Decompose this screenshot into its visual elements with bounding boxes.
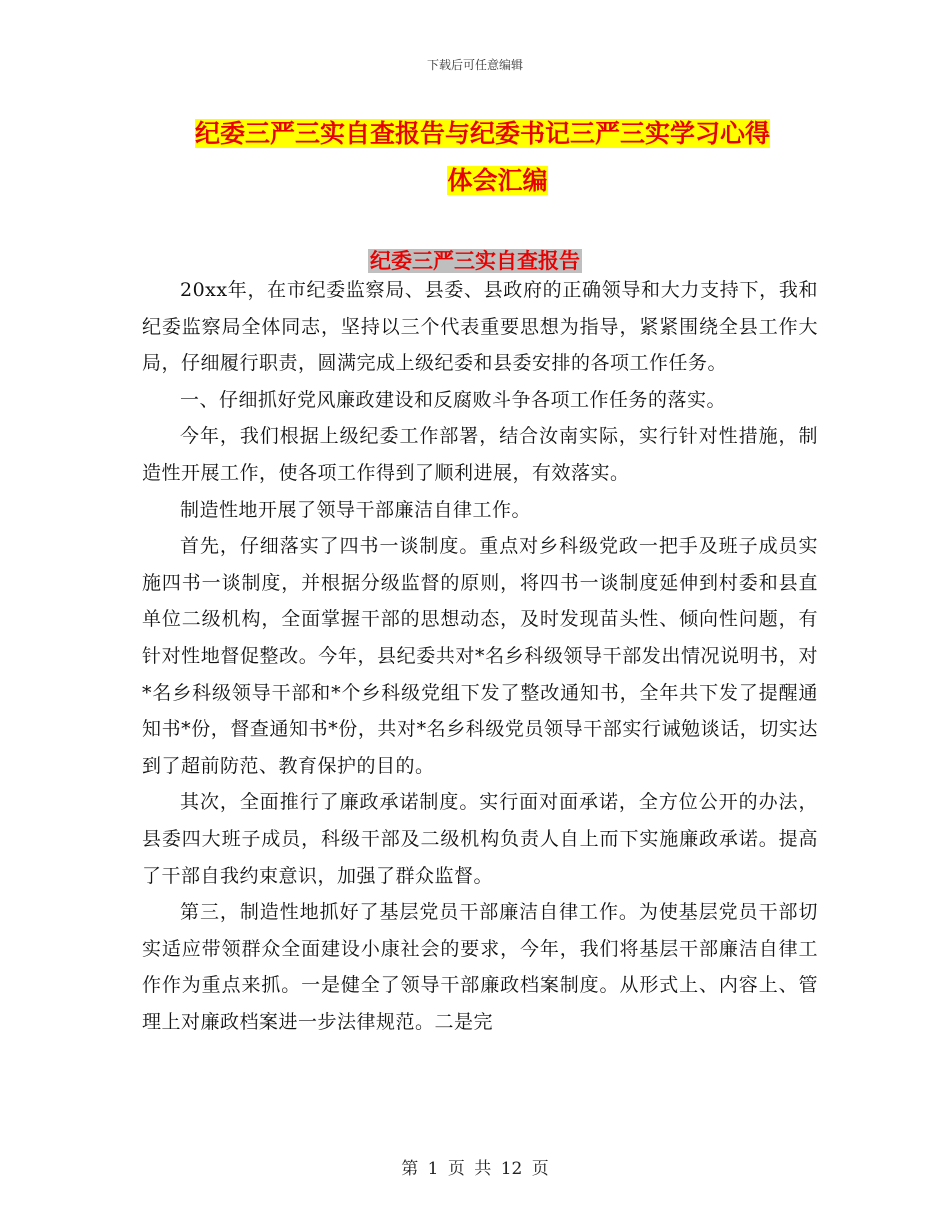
paragraph: 首先，仔细落实了四书一谈制度。重点对乡科级党政一把手及班子成员实施四书一谈制度，并根据分级监督的原则，将四书一谈制度延伸到村委和县直单位二级机构，全面掌握干部的思想动态，及时发现苗头性、倾向性问题，有针对性地督促整改。今年，县纪委共对*名乡科级领导干部发出情况说明书，对*名乡科级领导干部和*个乡科级党组下发了整改通知书，全年共下发了提醒通知书*份，督查通知书*份，共对*名乡科级党员领导干部实行诫勉谈话，切实达到了超前防范、教育保护的目的。 [142,535,818,777]
document-title-line-2-wrap [195,157,800,204]
paragraph: 制造性地开展了领导干部廉洁自律工作。 [180,498,532,521]
header-note: 下载后可任意编辑 [426,58,523,72]
paragraph: 一、仔细抓好党风廉政建设和反腐败斗争各项工作任务的落实。 [180,388,727,411]
paragraph: 今年，我们根据上级纪委工作部署，结合汝南实际，实行针对性措施，制造性开展工作，使各项工作得到了顺利进展，有效落实。 [142,425,818,484]
document-title-line-2: 体会汇编 [447,166,548,195]
page-footer: 第 1 页 共 12 页 [401,1159,549,1179]
paragraph: 其次，全面推行了廉政承诺制度。实行面对面承诺，全方位公开的办法，县委四大班子成员，科级干部及二级机构负责人自上而下实施廉政承诺。提高了干部自我约束意识，加强了群众监督。 [142,791,818,887]
document-title-line-1: 纪委三严三实自查报告与纪委书记三严三实学习心得 [195,119,771,148]
body-text [142,272,818,1040]
paragraph: 20xx年，在市纪委监察局、县委、县政府的正确领导和大力支持下，我和纪委监察局全体同志，坚持以三个代表重要思想为指导，紧紧围绕全县工作大局，仔细履行职责，圆满完成上级纪委和县委安排的各项工作任务。 [142,279,818,375]
section-title-text: 纪委三严三实自查报告 [370,249,580,273]
document-title [195,110,815,204]
paragraph: 第三，制造性地抓好了基层党员干部廉洁自律工作。为使基层党员干部切实适应带领群众全面建设小康社会的要求，今年，我们将基层干部廉洁自律工作作为重点来抓。一是健全了领导干部廉政档案制度。从形式上、内容上、管理上对廉政档案进一步法律规范。二是完 [142,901,818,1033]
